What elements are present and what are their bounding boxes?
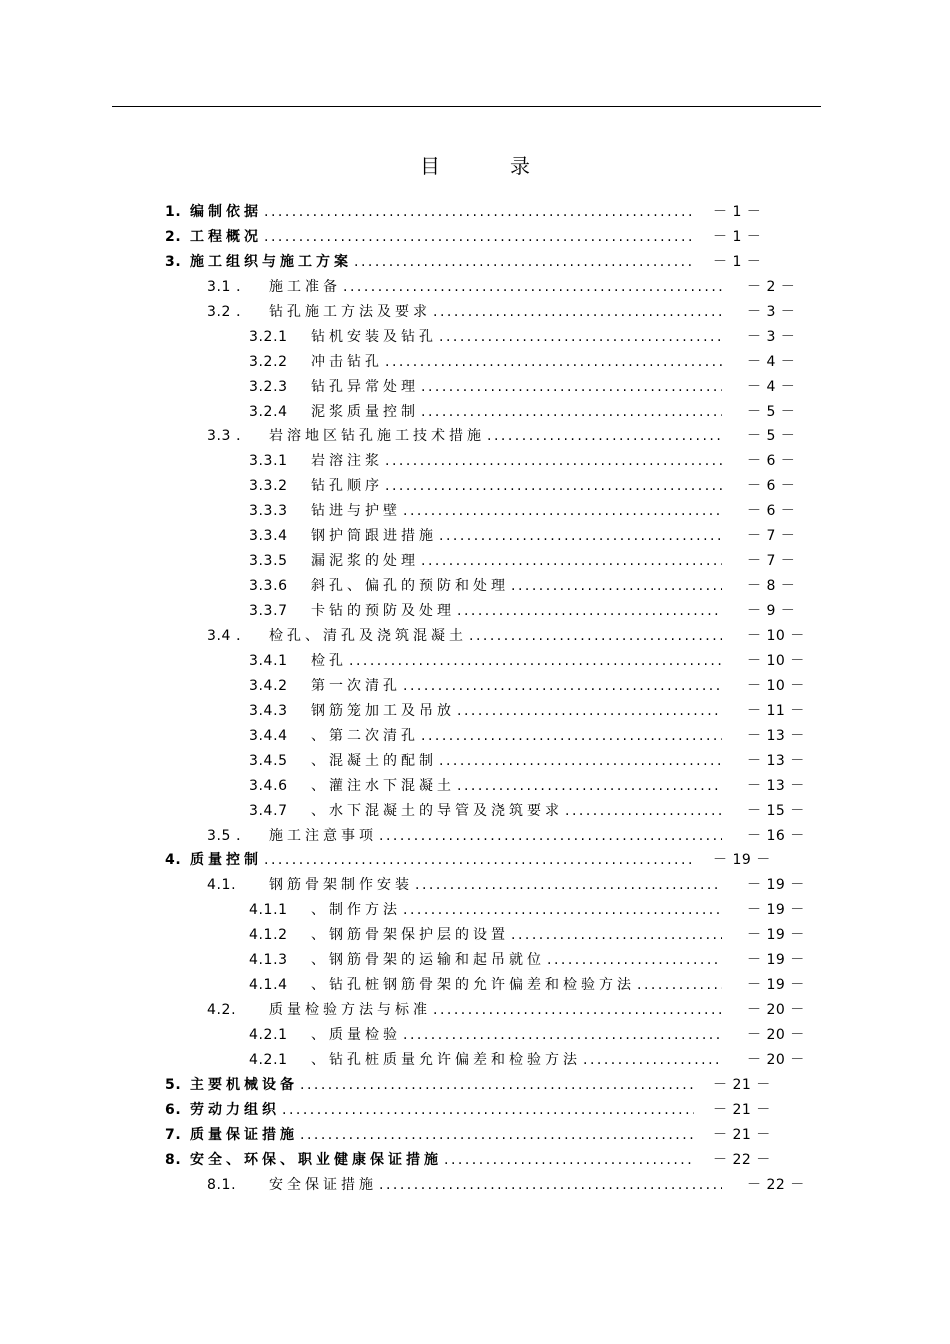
toc-entry[interactable] [249,975,805,995]
toc-entry-number: 3.3 ． [207,428,251,445]
page-title-right: 录 [510,154,530,178]
toc-entry-title: 第一次清孔 [311,677,401,694]
toc-entry-number: 4.1.4 [249,977,288,994]
toc-entry-number: 3.4.6 [249,777,288,794]
toc-entry-page: － 21 － [713,1126,771,1143]
toc-entry-title: 斜孔、偏孔的预防和处理 [311,578,509,595]
toc-entry[interactable] [165,1125,771,1145]
toc-dot-leader [455,701,722,721]
toc-entry-number: 5. [165,1076,182,1093]
toc-entry-number: 3. [165,253,182,270]
toc-entry-title: 、钢筋骨架保护层的设置 [311,927,509,944]
toc-entry-number: 3.3.4 [249,528,288,545]
toc-entry[interactable] [207,826,805,846]
toc-dot-leader [280,1100,694,1120]
toc-dot-leader [581,1050,722,1070]
toc-entry-title: 、钢筋骨架的运输和起吊就位 [311,952,545,969]
toc-entry-page: － 21 － [713,1101,771,1118]
toc-dot-leader [442,1150,694,1170]
toc-dot-leader [431,1000,722,1020]
toc-dot-leader [467,626,722,646]
toc-entry-page: － 10 － [747,677,805,694]
toc-entry[interactable] [165,850,771,870]
toc-dot-leader [545,950,722,970]
toc-dot-leader [437,526,722,546]
toc-entry-number: 8.1. [207,1176,237,1193]
toc-entry[interactable] [249,1050,805,1070]
toc-entry-number: 3.3.5 [249,553,288,570]
toc-entry[interactable] [207,1000,805,1020]
toc-entry-page: － 8 － [747,578,796,595]
toc-entry-title: 钻孔顺序 [311,478,383,495]
toc-entry-number: 4.2. [207,1002,237,1019]
toc-dot-leader [262,202,694,222]
toc-entry-number: 3.4.5 [249,752,288,769]
toc-entry[interactable] [249,451,796,471]
toc-dot-leader [419,726,722,746]
toc-dot-leader [347,651,722,671]
toc-entry-number: 3.3.1 [249,453,288,470]
toc-entry[interactable] [249,476,796,496]
toc-entry-number: 3.2 ． [207,303,251,320]
toc-entry-title: 安全、环保、职业健康保证措施 [190,1151,442,1168]
toc-dot-leader [485,426,722,446]
toc-entry-title: 冲击钻孔 [311,353,383,370]
toc-entry-number: 4.2.1 [249,1027,288,1044]
toc-entry-title: 岩溶注浆 [311,453,383,470]
toc-entry-page: － 21 － [713,1076,771,1093]
toc-entry-number: 3.3.3 [249,503,288,520]
toc-entry-title: 钻进与护壁 [311,503,401,520]
toc-entry-page: － 6 － [747,478,796,495]
toc-entry-title: 、水下混凝土的导管及浇筑要求 [311,802,563,819]
toc-dot-leader [419,377,722,397]
toc-entry-title: 岩溶地区钻孔施工技术措施 [269,428,485,445]
toc-entry-number: 3.2.2 [249,353,288,370]
toc-dot-leader [401,501,722,521]
toc-entry-title: 、钻孔桩质量允许偏差和检验方法 [311,1051,581,1068]
toc-entry-title: 泥浆质量控制 [311,403,419,420]
toc-entry-number: 3.5 ． [207,827,251,844]
page-title-left: 目 [420,154,440,178]
toc-dot-leader [262,850,694,870]
toc-dot-leader [509,576,722,596]
toc-entry-page: － 19 － [747,902,805,919]
toc-dot-leader [413,875,722,895]
toc-entry-title: 钻孔施工方法及要求 [269,303,431,320]
toc-entry[interactable] [165,1150,771,1170]
toc-entry-page: － 2 － [747,278,796,295]
toc-entry-number: 2. [165,228,182,245]
toc-entry[interactable] [249,950,805,970]
toc-dot-leader [563,801,722,821]
toc-entry-number: 3.4.4 [249,727,288,744]
toc-dot-leader [455,776,722,796]
toc-dot-leader [262,227,694,247]
toc-entry-number: 3.2.3 [249,378,288,395]
toc-dot-leader [509,925,722,945]
toc-entry-number: 3.2.1 [249,328,288,345]
toc-entry[interactable] [249,676,805,696]
toc-dot-leader [401,900,722,920]
toc-entry[interactable] [249,651,805,671]
toc-entry-page: － 9 － [747,603,796,620]
toc-entry[interactable] [165,252,762,272]
toc-entry[interactable] [249,751,805,771]
toc-entry-title: 检孔 [311,652,347,669]
toc-entry-title: 、第二次清孔 [311,727,419,744]
toc-entry-title: 编制依据 [190,204,262,220]
toc-entry-title: 检孔、清孔及浇筑混凝土 [269,627,467,644]
toc-dot-leader [377,826,722,846]
toc-entry-number: 4.1.3 [249,952,288,969]
toc-entry[interactable] [249,701,805,721]
toc-entry-page: － 19 － [747,877,805,894]
toc-entry[interactable] [165,202,762,222]
toc-entry-title: 、混凝土的配制 [311,752,437,769]
toc-entry[interactable] [249,327,796,347]
toc-entry-title: 钢筋笼加工及吊放 [311,702,455,719]
toc-dot-leader [383,451,722,471]
toc-entry-number: 3.2.4 [249,403,288,420]
toc-entry[interactable] [207,626,805,646]
toc-entry[interactable] [165,227,762,247]
toc-dot-leader [377,1175,722,1195]
toc-entry-number: 4. [165,852,182,869]
toc-entry[interactable] [249,352,796,372]
toc-entry-title: 安全保证措施 [269,1176,377,1193]
toc-entry-page: － 19 － [747,927,805,944]
toc-entry-page: － 1 － [713,228,762,245]
toc-dot-leader [352,252,694,272]
toc-dot-leader [401,676,722,696]
toc-entry-page: － 7 － [747,528,796,545]
toc-entry-title: 施工组织与施工方案 [190,253,352,270]
toc-entry-number: 3.3.6 [249,578,288,595]
toc-entry-page: － 16 － [747,827,805,844]
toc-entry-page: － 15 － [747,802,805,819]
toc-entry[interactable] [249,776,805,796]
toc-entry-number: 3.4.1 [249,652,288,669]
toc-dot-leader [455,601,722,621]
toc-dot-leader [383,352,722,372]
toc-entry-title: 、灌注水下混凝土 [311,777,455,794]
toc-dot-leader [401,1025,722,1045]
toc-entry-page: － 19 － [713,852,771,869]
toc-dot-leader [298,1075,694,1095]
toc-entry-title: 钢护筒跟进措施 [311,528,437,545]
toc-entry[interactable] [207,426,796,446]
toc-entry-title: 钢筋骨架制作安装 [269,877,413,894]
toc-entry-title: 劳动力组织 [190,1101,280,1118]
toc-entry-page: － 10 － [747,627,805,644]
toc-entry[interactable] [165,1100,771,1120]
toc-entry-number: 7. [165,1126,182,1143]
toc-entry-page: － 1 － [713,253,762,270]
toc-entry[interactable] [207,875,805,895]
toc-entry-number: 3.1 ． [207,278,251,295]
toc-entry-page: － 22 － [747,1176,805,1193]
toc-entry-page: － 13 － [747,752,805,769]
toc-entry-number: 6. [165,1101,182,1118]
toc-entry-title: 钻孔异常处理 [311,378,419,395]
toc-entry[interactable] [249,377,796,397]
toc-entry[interactable] [249,576,796,596]
toc-entry-page: － 20 － [747,1051,805,1068]
toc-entry-title: 、钻孔桩钢筋骨架的允许偏差和检验方法 [311,977,635,994]
toc-entry-page: － 11 － [747,702,805,719]
toc-entry-page: － 19 － [747,952,805,969]
toc-entry-number: 8. [165,1151,182,1168]
toc-entry-page: － 3 － [747,303,796,320]
toc-entry-page: － 4 － [747,353,796,370]
toc-entry[interactable] [249,501,796,521]
toc-entry-page: － 13 － [747,727,805,744]
toc-entry[interactable] [249,726,805,746]
toc-entry-page: － 20 － [747,1027,805,1044]
toc-entry-title: 漏泥浆的处理 [311,553,419,570]
toc-entry-title: 主要机械设备 [190,1076,298,1093]
toc-entry-number: 4.1. [207,877,237,894]
toc-entry-page: － 3 － [747,328,796,345]
toc-entry[interactable] [249,601,796,621]
toc-entry-page: － 5 － [747,428,796,445]
toc-entry[interactable] [249,900,805,920]
toc-entry-page: － 22 － [713,1151,771,1168]
toc-entry[interactable] [249,402,796,422]
toc-entry-page: － 7 － [747,553,796,570]
toc-entry-number: 3.3.2 [249,478,288,495]
toc-entry-title: 施工注意事项 [269,827,377,844]
toc-entry-page: － 20 － [747,1002,805,1019]
toc-entry-number: 3.4 ． [207,627,251,644]
toc-dot-leader [437,327,722,347]
toc-dot-leader [383,476,722,496]
toc-entry-page: － 6 － [747,453,796,470]
toc-dot-leader [298,1125,694,1145]
toc-entry[interactable] [249,526,796,546]
toc-entry-number: 3.4.7 [249,802,288,819]
toc-entry[interactable] [207,277,796,297]
toc-entry[interactable] [207,1175,805,1195]
toc-entry-number: 3.4.2 [249,677,288,694]
toc-entry-page: － 19 － [747,977,805,994]
toc-entry-number: 3.4.3 [249,702,288,719]
toc-entry-number: 1. [165,204,182,220]
toc-entry-page: － 4 － [747,378,796,395]
toc-entry-page: － 13 － [747,777,805,794]
toc-entry-number: 4.1.1 [249,902,288,919]
toc-dot-leader [635,975,722,995]
toc-entry[interactable] [207,302,796,322]
toc-dot-leader [419,551,722,571]
toc-entry[interactable] [165,1075,771,1095]
toc-entry-number: 3.3.7 [249,603,288,620]
toc-entry-title: 、质量检验 [311,1027,401,1044]
toc-entry-title: 质量保证措施 [190,1126,298,1143]
toc-dot-leader [431,302,722,322]
toc-dot-leader [341,277,722,297]
toc-entry[interactable] [249,801,805,821]
toc-entry-title: 卡钻的预防及处理 [311,603,455,620]
toc-entry-title: 工程概况 [190,228,262,245]
toc-entry[interactable] [249,1025,805,1045]
toc-dot-leader [419,402,722,422]
toc-entry-title: 、制作方法 [311,902,401,919]
toc-dot-leader [437,751,722,771]
toc-entry-title: 质量控制 [190,852,262,869]
toc-entry[interactable] [249,925,805,945]
toc-entry-page: － 1 － [713,204,762,220]
toc-entry-number: 4.1.2 [249,927,288,944]
toc-entry-title: 施工准备 [269,278,341,295]
toc-entry-page: － 5 － [747,403,796,420]
toc-entry-page: － 6 － [747,503,796,520]
toc-entry-page: － 10 － [747,652,805,669]
toc-entry[interactable] [249,551,796,571]
toc-entry-title: 钻机安装及钻孔 [311,328,437,345]
toc-entry-title: 质量检验方法与标准 [269,1002,431,1019]
toc-entry-number: 4.2.1 [249,1051,288,1068]
